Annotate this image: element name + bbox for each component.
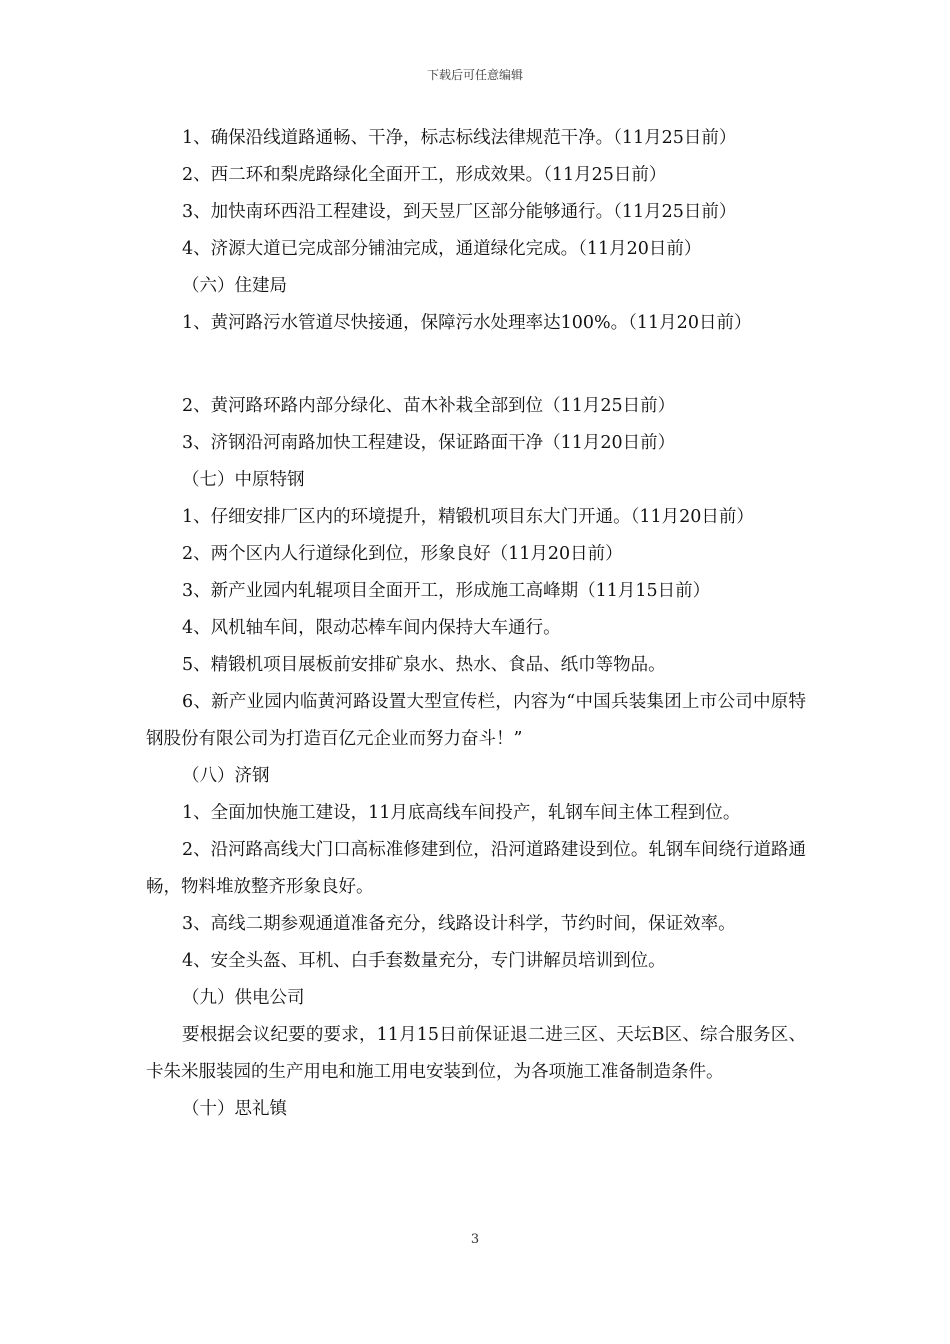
section-heading: （七）中原特钢	[182, 470, 305, 490]
paragraph: 3、高线二期参观通道准备充分，线路设计科学，节约时间，保证效率。	[182, 914, 736, 934]
paragraph: 2、黄河路环路内部分绿化、苗木补栽全部到位（11月25日前）	[182, 396, 676, 416]
paragraph: 1、确保沿线道路通畅、干净，标志标线法律规范干净。（11月25日前）	[182, 128, 737, 148]
paragraph: 3、新产业园内轧辊项目全面开工，形成施工高峰期（11月15日前）	[182, 581, 711, 601]
section-heading: （六）住建局	[182, 276, 287, 296]
document-body	[146, 120, 806, 1128]
paragraph: 5、精锻机项目展板前安排矿泉水、热水、食品、纸巾等物品。	[182, 655, 666, 675]
paragraph: 要根据会议纪要的要求，11月15日前保证退二进三区、天坛B区、综合服务区、卡朱米服装园的生产用电和施工用电安装到位，为各项施工准备制造条件。	[146, 1025, 806, 1082]
paragraph: 1、黄河路污水管道尽快接通，保障污水处理率达100%。（11月20日前）	[182, 313, 752, 333]
paragraph: 6、新产业园内临黄河路设置大型宣传栏，内容为“中国兵装集团上市公司中原特钢股份有限公司为打造百亿元企业而努力奋斗！”	[146, 692, 806, 749]
section-heading: （九）供电公司	[182, 988, 305, 1008]
paragraph: 4、风机轴车间，限动芯棒车间内保持大车通行。	[182, 618, 561, 638]
paragraph: 1、全面加快施工建设，11月底高线车间投产，轧钢车间主体工程到位。	[182, 803, 741, 823]
paragraph: 1、仔细安排厂区内的环境提升，精锻机项目东大门开通。（11月20日前）	[182, 507, 754, 527]
section-heading: （八）济钢	[182, 766, 270, 786]
section-heading: （十）思礼镇	[182, 1099, 287, 1119]
paragraph: 4、济源大道已完成部分铺油完成，通道绿化完成。（11月20日前）	[182, 239, 702, 259]
paragraph: 4、安全头盔、耳机、白手套数量充分，专门讲解员培训到位。	[182, 951, 666, 971]
paragraph: 2、沿河路高线大门口高标准修建到位，沿河道路建设到位。轧钢车间绕行道路通畅，物料堆放整齐形象良好。	[146, 840, 806, 897]
paragraph: 2、西二环和梨虎路绿化全面开工，形成效果。（11月25日前）	[182, 165, 667, 185]
page-header: 下载后可任意编辑	[426, 68, 523, 82]
page-number: 3	[470, 1232, 480, 1247]
paragraph: 2、两个区内人行道绿化到位，形象良好（11月20日前）	[182, 544, 623, 564]
paragraph: 3、济钢沿河南路加快工程建设，保证路面干净（11月20日前）	[182, 433, 676, 453]
blank-line	[146, 342, 806, 388]
paragraph: 3、加快南环西沿工程建设，到天昱厂区部分能够通行。（11月25日前）	[182, 202, 737, 222]
